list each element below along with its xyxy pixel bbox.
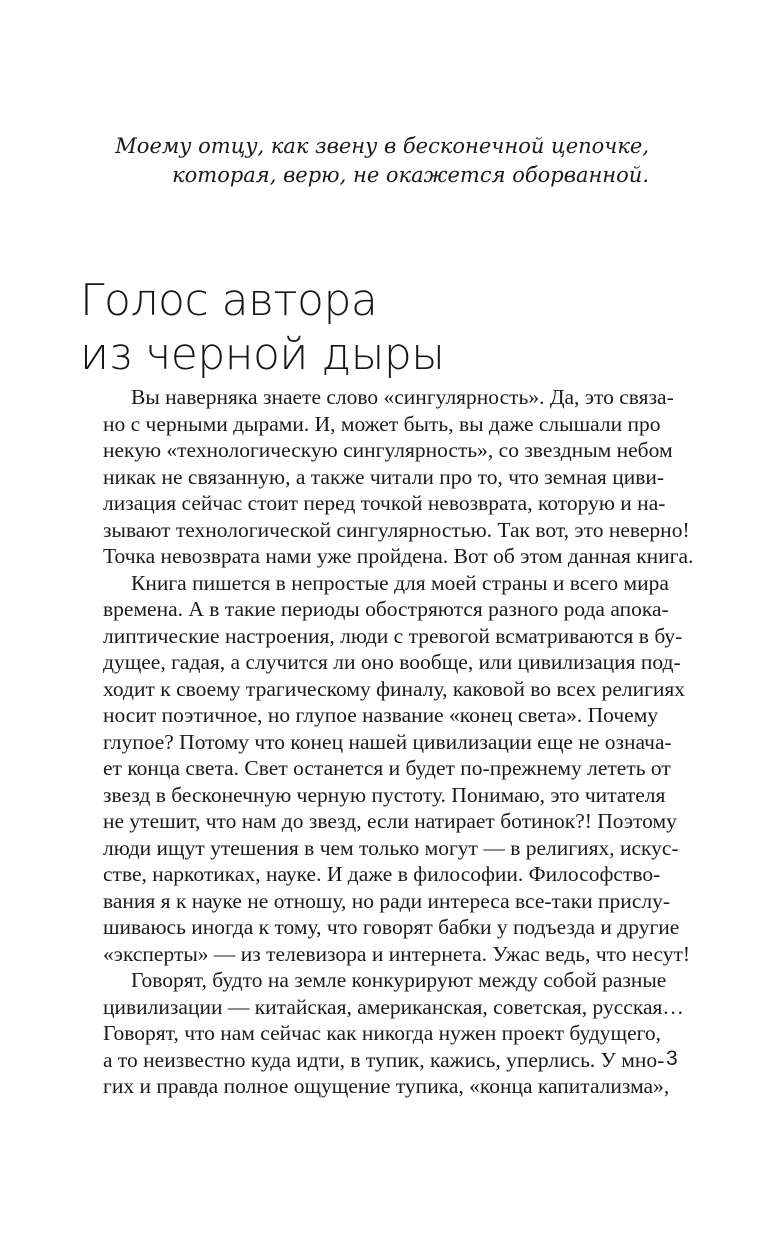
text-line: ходит к своему трагическому финалу, каковой во всех религиях <box>103 676 686 701</box>
text-line: глупое? Потому что конец нашей цивилизации еще не означа- <box>103 729 672 754</box>
text-line: шиваюсь иногда к тому, что говорят бабки у подъезда и другие <box>103 915 680 939</box>
epigraph-line: Моему отцу, как звену в бесконечной цепочке, <box>115 134 649 158</box>
text-line: стве, наркотиках, науке. И даже в философии. Философство- <box>103 862 661 886</box>
text-line: ет конца света. Свет останется и будет по-прежнему лететь от <box>103 756 671 780</box>
text-line: но с черными дырами. И, может быть, вы даже слышали про <box>103 411 661 436</box>
text-line: звезд в бесконечную черную пустоту. Понимаю, это читателя <box>103 782 666 807</box>
text-line: Точка невозврата нами уже пройдена. Вот об этом данная книга. <box>103 544 694 568</box>
text-line: не утешит, что нам до звезд, если натирает ботинок?! Поэтому <box>103 809 677 833</box>
text-line: вания я к науке не отношу, но ради интереса все-таки прислу- <box>103 888 670 913</box>
text-line: лизация сейчас стоит перед точкой невозврата, которую и на- <box>103 491 666 515</box>
text-line: Говорят, будто на земле конкурируют между собой разные <box>131 968 667 992</box>
text-line: а то неизвестно куда идти, в тупик, кажись, уперлись. У мно- <box>103 1047 665 1072</box>
chapter-title <box>80 274 680 382</box>
text-line: липтические настроения, люди с тревогой всматриваются в бу- <box>103 623 683 648</box>
epigraph-line: которая, верю, не окажется оборванной. <box>172 163 649 187</box>
text-line: никак не связанную, а также читали про то, что земная циви- <box>103 464 665 489</box>
body-text <box>103 384 694 1100</box>
text-line: дущее, гадая, а случится ли оно вообще, или цивилизация под- <box>103 650 681 674</box>
epigraph <box>100 132 649 190</box>
text-line: Вы наверняка знаете слово «сингулярность». Да, это связа- <box>131 385 674 409</box>
chapter-title-line: Голос автора <box>80 275 378 326</box>
text-line: Говорят, что нам сейчас как никогда нужен проект будущего, <box>103 1021 662 1045</box>
text-line: гих и правда полное ощущение тупика, «конца капитализма», <box>103 1074 670 1098</box>
page-number: 3 <box>666 1047 678 1070</box>
text-line: Книга пишется в непростые для моей страны и всего мира <box>131 570 669 595</box>
chapter-title-line: из черной дыры <box>80 329 445 380</box>
text-line: носит поэтичное, но глупое название «конец света». Почему <box>103 703 659 727</box>
text-line: «эксперты» — из телевизора и интернета. Ужас ведь, что несут! <box>103 941 691 966</box>
text-line: люди ищут утешения в чем только могут — в религиях, искус- <box>103 835 679 860</box>
text-line: цивилизации — китайская, американская, советская, русская… <box>103 994 684 1019</box>
text-line: некую «технологическую сингулярность», со звездным небом <box>103 438 673 462</box>
text-line: времена. А в такие периоды обостряются разного рода апока- <box>103 597 669 621</box>
text-line: зывают технологической сингулярностью. Так вот, это неверно! <box>103 517 690 542</box>
